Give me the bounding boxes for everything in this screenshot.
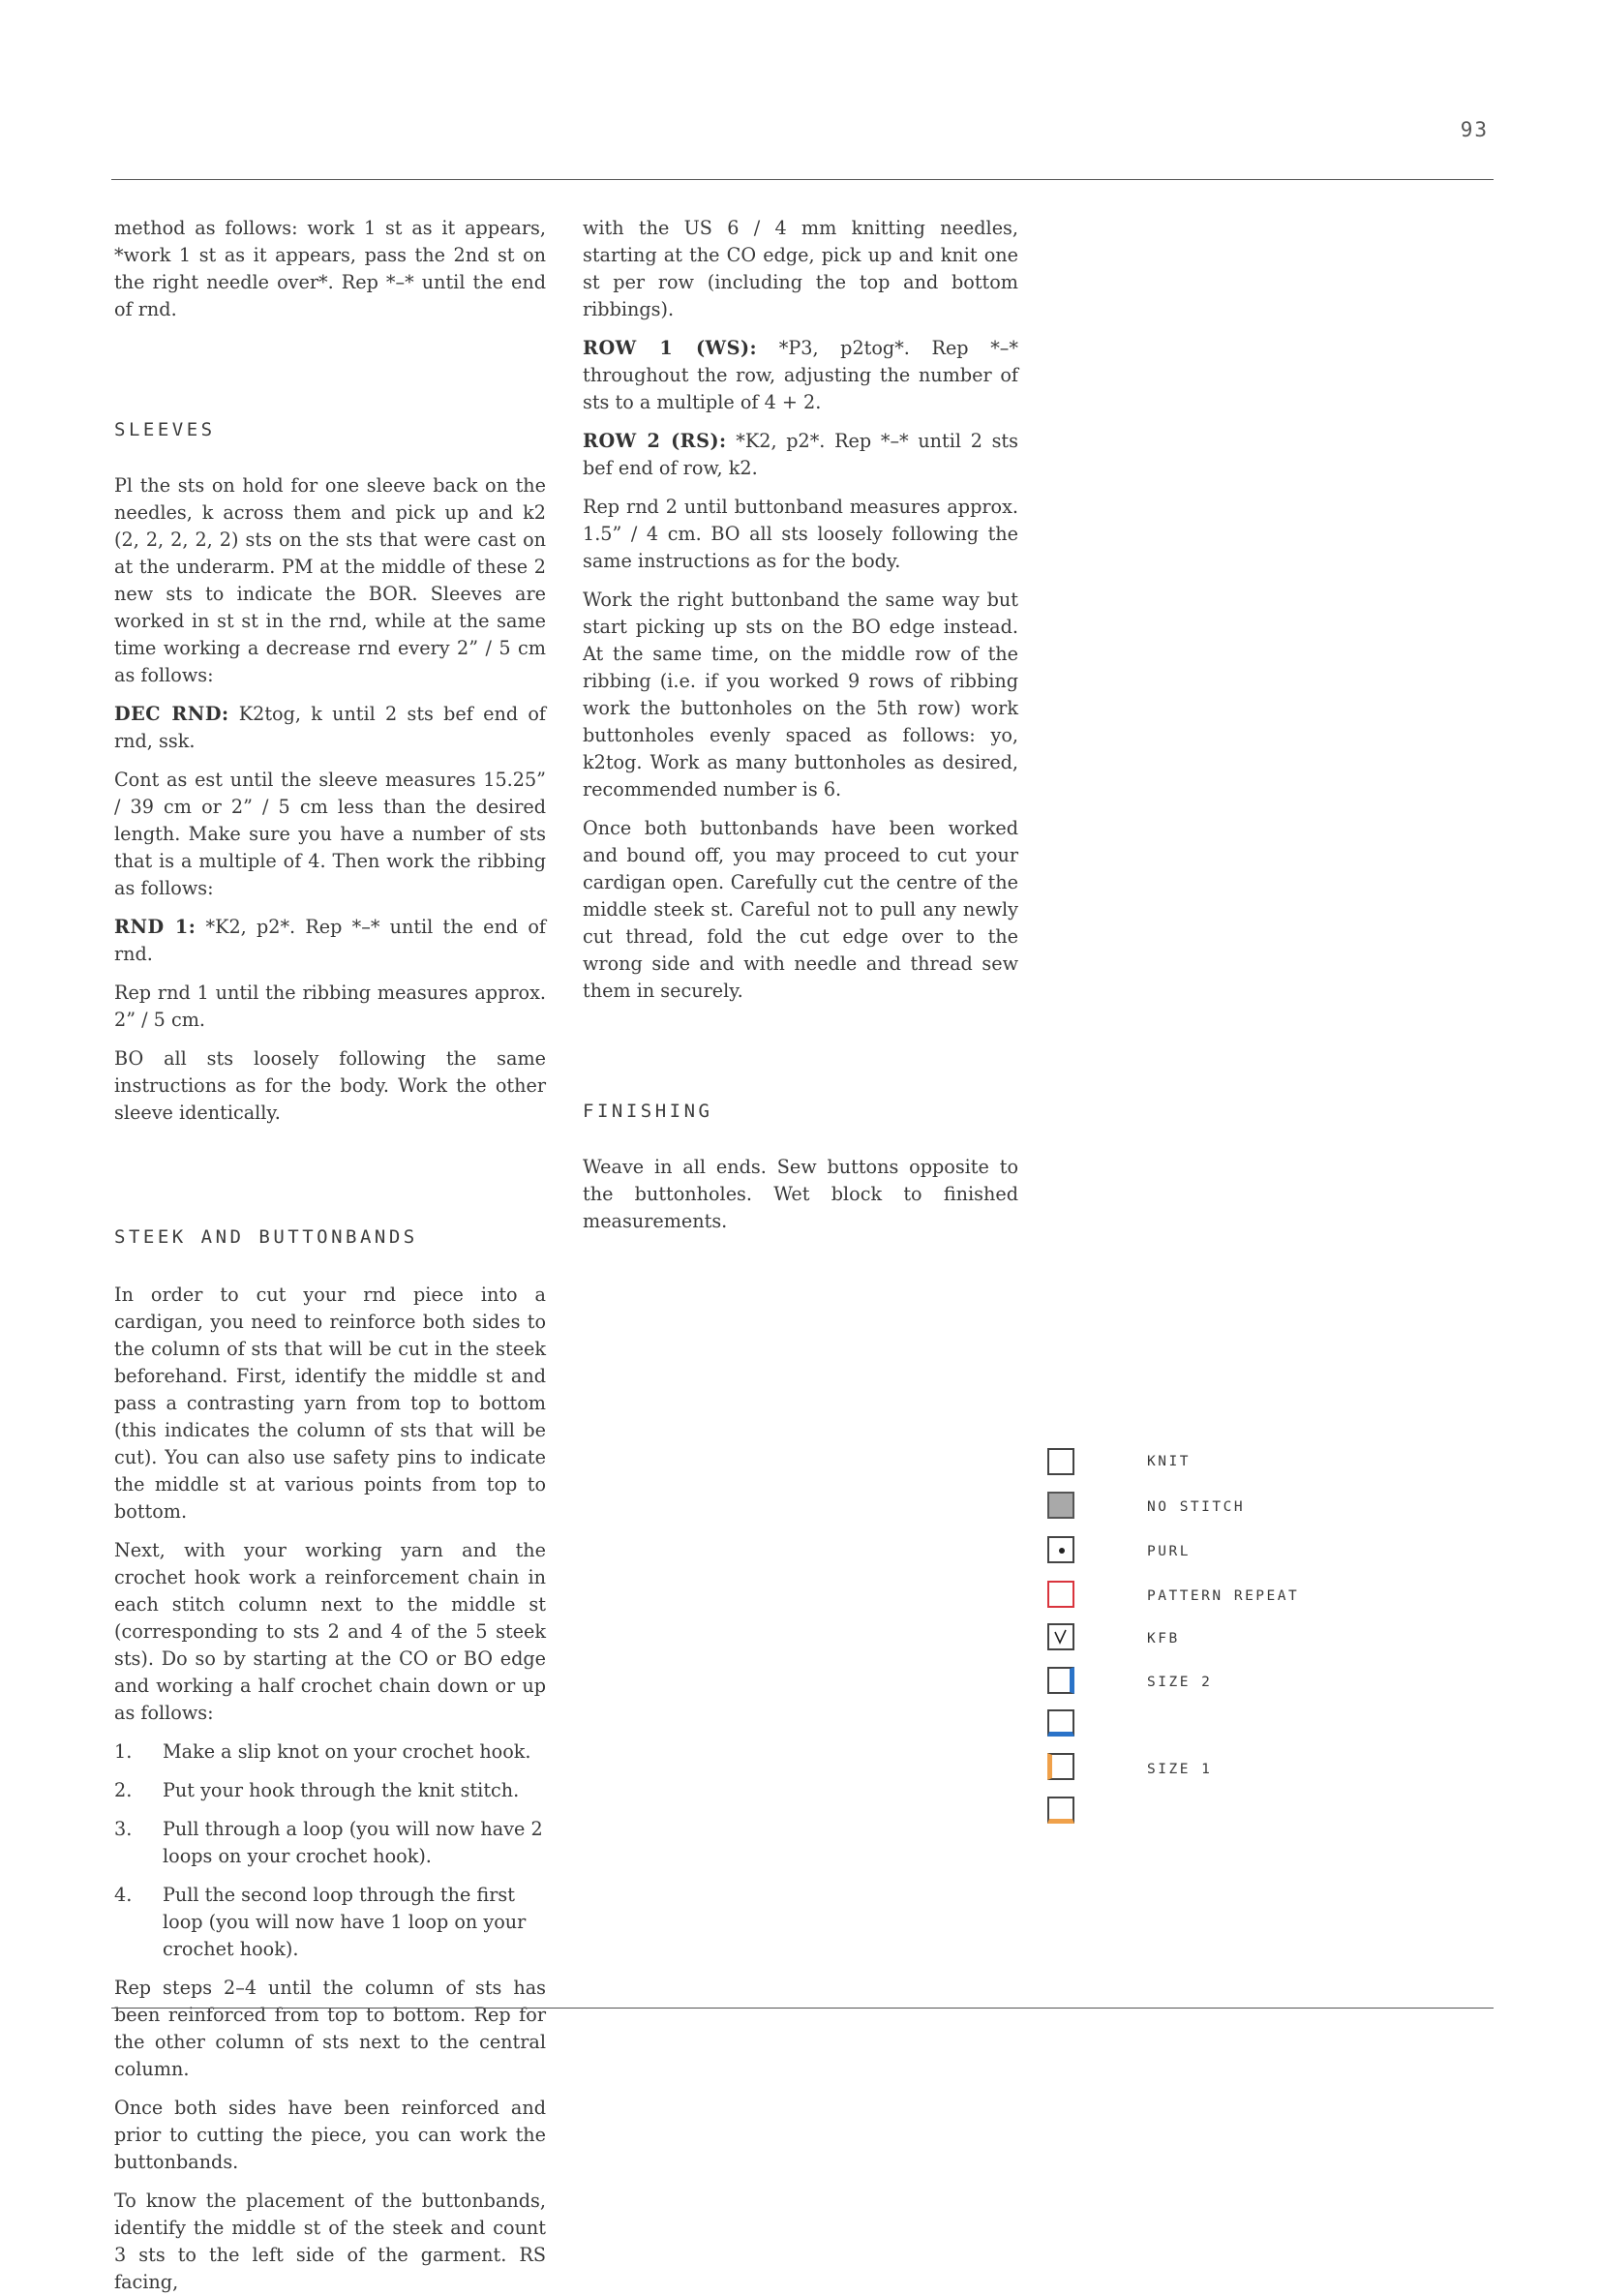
no-stitch-symbol-icon [1047,1492,1074,1519]
size2-right-symbol-icon [1047,1667,1074,1694]
dec-rnd-label: DEC RND: [114,703,229,725]
buttonband-paragraph-2: Rep rnd 2 until buttonband measures approx. 1.5” / 4 cm. BO all sts loosely following the same instructions as for the body. [583,496,1018,572]
steek-paragraph-3: Rep steps 2–4 until the column of sts has been reinforced from top to bottom. Rep for the other column of sts next to the central column. [114,1977,546,2080]
step-number: 4. [114,1884,133,1906]
sleeves-paragraph-1: Pl the sts on hold for one sleeve back on the needles, k across them and pick up and k2 (2, 2, 2, 2, 2) sts on the sts that were cast on at the underarm. PM at the middle of these 2 new sts to indicate the BOR. Sleeves are worked in st st in the rnd, while at the same time working a decrease rnd every 2” / 5 cm as follows: [114,474,546,686]
dec-rnd-text: K2tog, k until 2 sts bef end of rnd, ssk. [114,703,546,752]
steek-paragraph-2: Next, with your working yarn and the crochet hook work a reinforcement chain in each stitch column next to the middle st (corresponding to sts 2 and 4 of the 5 steek sts). Do so by starting at the CO or BO edge and working a half crochet chain down or up as follows: [114,1539,546,1724]
middle-column [583,215,1018,1247]
list-item [114,1738,546,1766]
size1-bottom-symbol-icon [1047,1797,1074,1824]
steek-paragraph-5: To know the placement of the buttonbands, identify the middle st of the steek and count 3 sts to the left side of the garment. RS facing, [114,2190,546,2293]
legend-label-knit: KNIT [1147,1454,1191,1469]
buttonband-paragraph-1: with the US 6 / 4 mm knitting needles, starting at the CO edge, pick up and knit one st per row (including the top and bottom ribbings). [583,217,1018,320]
row1-label: ROW 1 (WS): [583,337,758,359]
crochet-steps-list [114,1738,546,1963]
rnd1-label: RND 1: [114,916,196,938]
legend-label-size2: SIZE 2 [1147,1675,1213,1690]
steek-paragraph-1: In order to cut your rnd piece into a cardigan, you need to reinforce both sides to the column of sts that will be cut in the steek beforehand. First, identify the middle st and pass a contrasting yarn from top to bottom (this indicates the column of sts that will be cut). You can also use safety pins to indicate the middle st at various points from top to bottom. [114,1284,546,1523]
size2-bottom-symbol-icon [1047,1709,1074,1737]
legend-label-kfb: KFB [1147,1631,1180,1646]
sleeves-paragraph-3: Rep rnd 1 until the ribbing measures approx. 2” / 5 cm. [114,982,546,1031]
row1-text: *P3, p2tog*. Rep *–* throughout the row, adjusting the number of sts to a multiple of 4 + 2. [583,337,1018,413]
legend-label-no-stitch: NO STITCH [1147,1499,1246,1515]
finishing-paragraph: Weave in all ends. Sew buttons opposite to the buttonholes. Wet block to finished measurements. [583,1156,1018,1232]
kfb-symbol-icon [1047,1623,1074,1650]
buttonband-paragraph-4: Once both buttonbands have been worked and bound off, you may proceed to cut your cardigan open. Carefully cut the centre of the middle steek st. Careful not to pull any newly cut thread, fold the cut edge over to the wrong side and with needle and thread sew them in securely. [583,817,1018,1002]
step-number: 2. [114,1779,133,1801]
left-column [114,215,546,2296]
row2-text: *K2, p2*. Rep *–* until 2 sts bef end of row, k2. [583,430,1018,479]
step-text: Make a slip knot on your crochet hook. [163,1740,531,1763]
knit-symbol-icon [1047,1448,1074,1475]
row1-paragraph [583,335,1018,416]
row2-label: ROW 2 (RS): [583,430,727,452]
rnd1-paragraph [114,914,546,968]
legend-label-purl: PURL [1147,1544,1191,1559]
purl-symbol-icon [1047,1536,1074,1563]
step-text: Pull through a loop (you will now have 2 loops on your crochet hook). [163,1818,543,1867]
pattern-repeat-symbol-icon [1047,1581,1074,1608]
row2-paragraph [583,428,1018,482]
size1-left-symbol-icon [1047,1753,1074,1780]
list-item [114,1816,546,1870]
list-item [114,1777,546,1804]
sleeves-heading: SLEEVES [114,419,216,440]
finishing-heading: FINISHING [583,1101,713,1122]
dec-rnd-paragraph [114,701,546,755]
step-text: Pull the second loop through the first loop (you will now have 1 loop on your crochet hook). [163,1884,527,1960]
top-rule [111,179,1494,180]
steek-paragraph-4: Once both sides have been reinforced and prior to cutting the piece, you can work the buttonbands. [114,2097,546,2173]
buttonband-paragraph-3: Work the right buttonband the same way but start picking up sts on the BO edge instead. At the same time, on the middle row of the ribbing (i.e. if you worked 9 rows of ribbing work the buttonholes on the 5th row) work buttonholes evenly spaced as follows: yo, k2tog. Work as many buttonholes as desired, recommended number is 6. [583,589,1018,801]
page-number: 93 [1460,118,1489,141]
list-item [114,1882,546,1963]
step-text: Put your hook through the knit stitch. [163,1779,520,1801]
sleeves-paragraph-4: BO all sts loosely following the same instructions as for the body. Work the other sleeve identically. [114,1047,546,1124]
steek-heading: STEEK AND BUTTONBANDS [114,1226,418,1248]
legend-label-size1: SIZE 1 [1147,1762,1213,1777]
step-number: 1. [114,1740,133,1763]
step-number: 3. [114,1818,133,1840]
legend-label-pattern-repeat: PATTERN REPEAT [1147,1588,1300,1604]
sleeves-paragraph-2: Cont as est until the sleeve measures 15.25” / 39 cm or 2” / 5 cm less than the desired length. Make sure you have a number of sts that is a multiple of 4. Then work the ribbing as follows: [114,769,546,899]
rnd1-text: *K2, p2*. Rep *–* until the end of rnd. [114,916,546,965]
intro-paragraph: method as follows: work 1 st as it appears, *work 1 st as it appears, pass the 2nd st on the right needle over*. Rep *–* until the end of rnd. [114,217,546,320]
bottom-rule [111,2008,1494,2009]
